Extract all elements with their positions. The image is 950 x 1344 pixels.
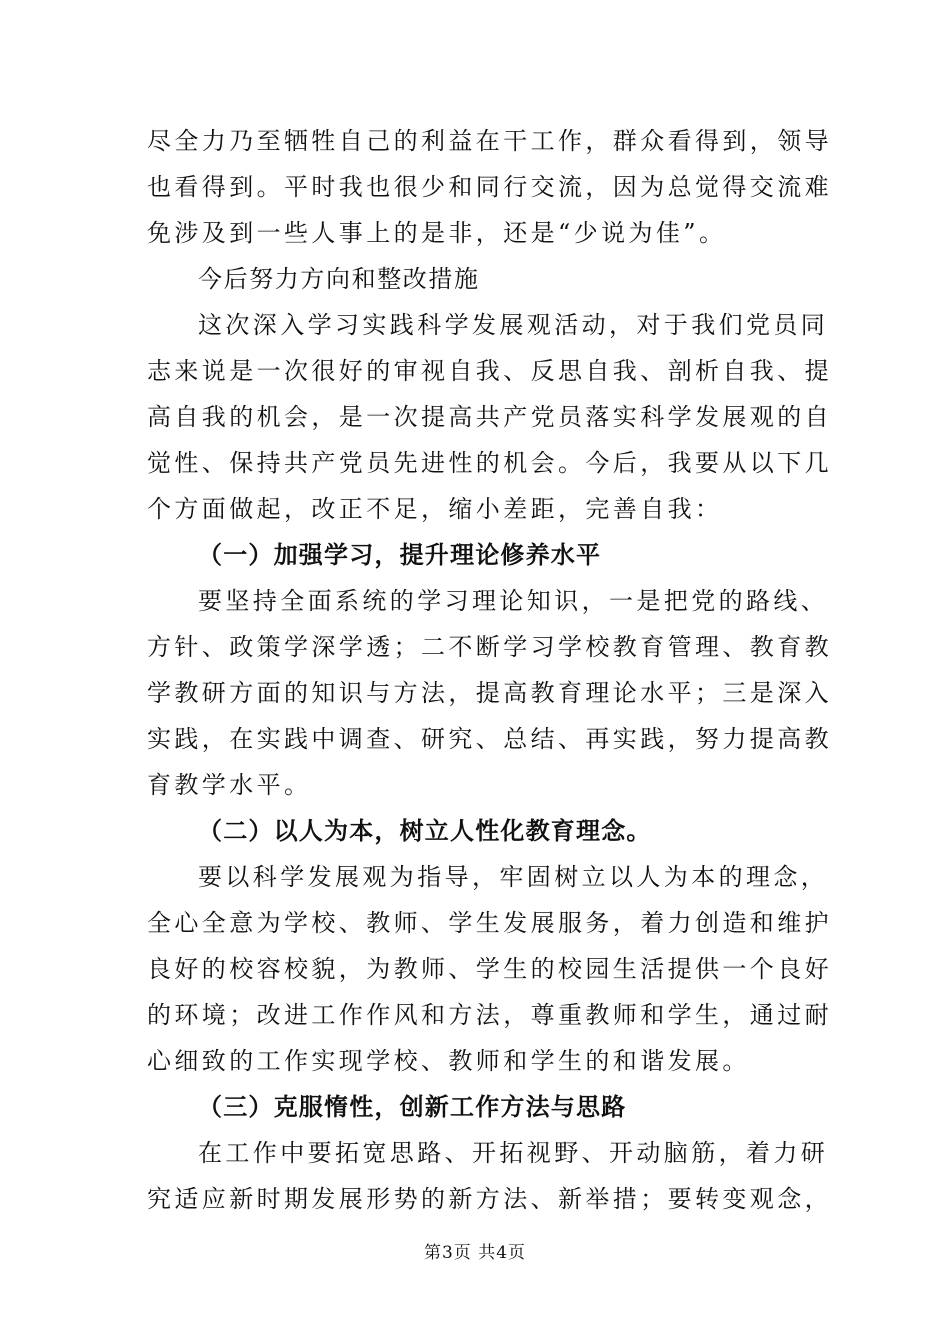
body-text-line: 高自我的机会，是一次提高共产党员落实科学发展观的自 xyxy=(147,403,832,431)
body-text-line: 全心全意为学校、教师、学生发展服务，着力创造和维护 xyxy=(147,909,832,937)
body-text-line: 实践，在实践中调查、研究、总结、再实践，努力提高教 xyxy=(147,725,832,753)
body-text-line: 究适应新时期发展形势的新方法、新举措；要转变观念， xyxy=(147,1185,832,1213)
body-text-line: 尽全力乃至牺牲自己的利益在干工作，群众看得到，领导 xyxy=(147,127,832,155)
subsection-heading: （二）以人为本，树立人性化教育理念。 xyxy=(198,817,652,845)
subsection-heading: （一）加强学习，提升理论修养水平 xyxy=(198,541,602,569)
body-text-line: 在工作中要拓宽思路、开拓视野、开动脑筋，着力研 xyxy=(198,1139,829,1167)
body-text-line: 良好的校容校貌，为教师、学生的校园生活提供一个良好 xyxy=(147,955,832,983)
body-text-line: 免涉及到一些人事上的是非，还是“少说为佳”。 xyxy=(147,219,727,247)
body-text-line: 要以科学发展观为指导，牢固树立以人为本的理念， xyxy=(198,863,829,891)
body-text-line: 方针、政策学深学透；二不断学习学校教育管理、教育教 xyxy=(147,633,832,661)
body-text-line: 育教学水平。 xyxy=(147,771,312,799)
body-text-line: 的环境；改进工作作风和方法，尊重教师和学生，通过耐 xyxy=(147,1001,832,1029)
page-footer: 第3页 共4页 xyxy=(423,1243,527,1263)
body-text-line: 个方面做起，改正不足，缩小差距，完善自我： xyxy=(147,495,723,523)
body-text-line: 觉性、保持共产党员先进性的机会。今后，我要从以下几 xyxy=(147,449,832,477)
body-text-line: 心细致的工作实现学校、教师和学生的和谐发展。 xyxy=(147,1047,750,1075)
subsection-heading: （三）克服惰性，创新工作方法与思路 xyxy=(198,1093,627,1121)
section-title: 今后努力方向和整改措施 xyxy=(198,265,480,293)
body-text-line: 学教研方面的知识与方法，提高教育理论水平；三是深入 xyxy=(147,679,832,707)
body-text-line: 要坚持全面系统的学习理论知识，一是把党的路线、 xyxy=(198,587,829,615)
body-text-line: 也看得到。平时我也很少和同行交流，因为总觉得交流难 xyxy=(147,173,832,201)
body-text-line: 志来说是一次很好的审视自我、反思自我、剖析自我、提 xyxy=(147,357,832,385)
body-text-line: 这次深入学习实践科学发展观活动，对于我们党员同 xyxy=(198,311,829,339)
